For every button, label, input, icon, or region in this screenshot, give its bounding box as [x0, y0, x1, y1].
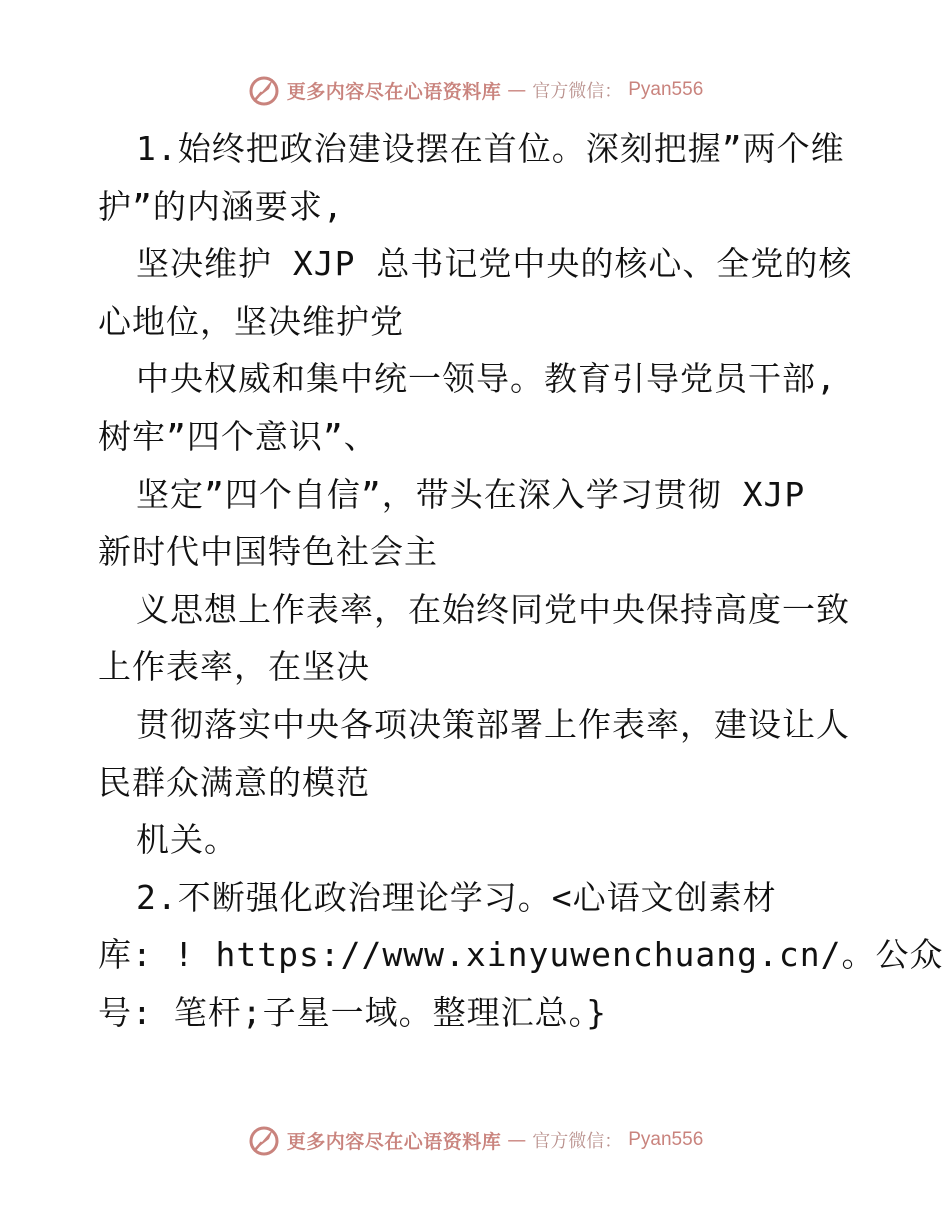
- header-banner: [0, 70, 950, 110]
- body-line: 号: 笔杆;子星一域。整理汇总。}: [98, 992, 607, 1032]
- feather-circle-logo-icon: [247, 73, 281, 107]
- footer-separator: —: [507, 1129, 527, 1151]
- footer-contact-id: Pyan556: [628, 1129, 704, 1150]
- body-line: 民群众满意的模范: [98, 762, 370, 802]
- body-line: 坚定”四个自信”，带头在深入学习贯彻 XJP: [136, 474, 806, 514]
- header-separator: —: [507, 79, 527, 101]
- body-line: 义思想上作表率，在始终同党中央保持高度一致: [136, 589, 850, 629]
- header-brand-text: 更多内容尽在心语资料库: [286, 80, 502, 103]
- document-body: [98, 120, 944, 1042]
- header-contact-label: 官方微信：: [532, 81, 623, 102]
- body-line: 机关。: [136, 820, 238, 860]
- header-banner-inner: [247, 73, 704, 107]
- body-line: 心地位，坚决维护党: [98, 301, 404, 341]
- body-line: 贯彻落实中央各项决策部署上作表率，建设让人: [136, 704, 850, 744]
- body-line: 库: ! https://www.xinyuwenchuang.cn/。公众: [98, 935, 944, 975]
- body-line: 1.始终把政治建设摆在首位。深刻把握”两个维: [136, 129, 845, 168]
- footer-contact-label: 官方微信：: [532, 1131, 623, 1152]
- body-line: 树牢”四个意识”、: [98, 416, 378, 456]
- footer-brand-text: 更多内容尽在心语资料库: [286, 1130, 502, 1153]
- footer-banner-inner: [247, 1123, 704, 1157]
- footer-banner: [0, 1120, 950, 1160]
- body-line: 坚决维护 XJP 总书记党中央的核心、全党的核: [136, 244, 853, 284]
- feather-circle-logo-icon: [247, 1123, 281, 1157]
- body-line: 中央权威和集中统一领导。教育引导党员干部,: [136, 359, 837, 399]
- header-contact-id: Pyan556: [628, 79, 704, 100]
- body-line: 2.不断强化政治理论学习。<心语文创素材: [136, 877, 777, 917]
- body-line: 护”的内涵要求,: [98, 186, 344, 226]
- body-line: 上作表率，在坚决: [98, 647, 370, 687]
- body-line: 新时代中国特色社会主: [98, 532, 438, 572]
